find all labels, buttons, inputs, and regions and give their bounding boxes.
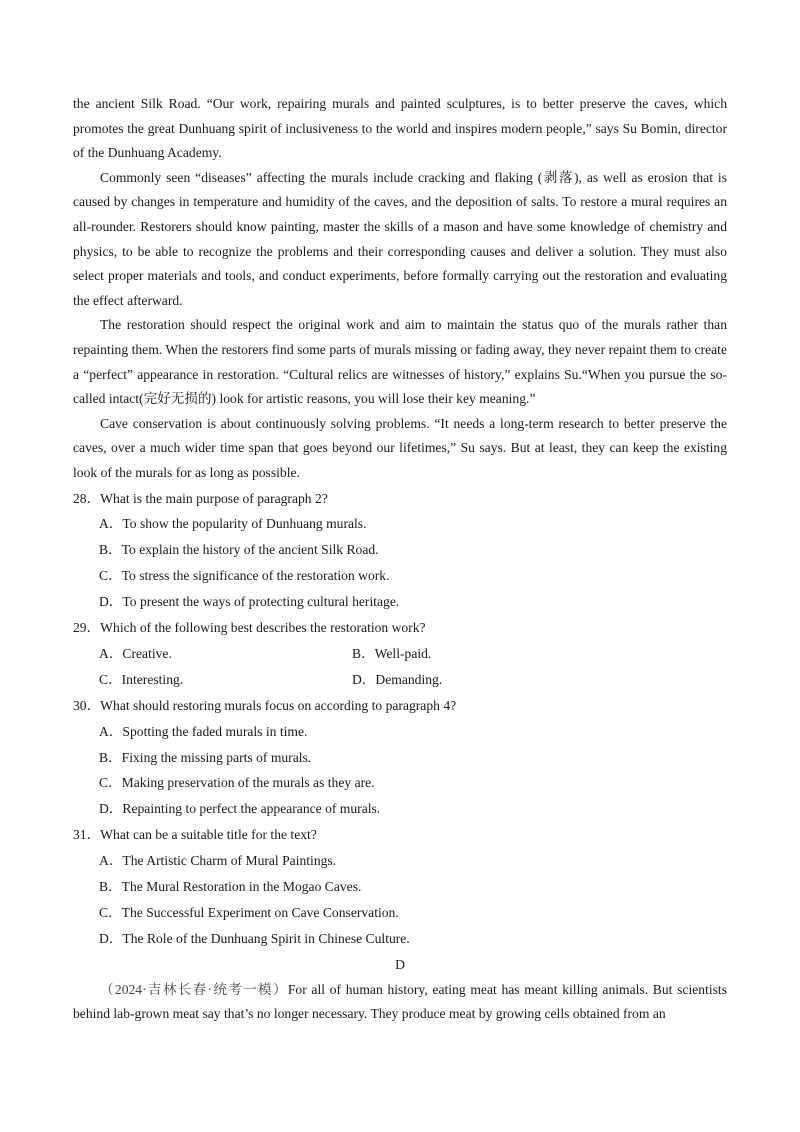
passage-paragraph-2: Commonly seen “diseases” affecting the murals include cracking and flaking (剥落), as well as erosion that is caused by changes in temperature and humidity of the caves, and the deposition of salts. To restore a mural requires an all-rounder. Restorers should know painting, master the skills of a mason and have some knowledge of chemistry and physics, to be able to recognize the problems and their corresponding causes and deliver a solution. They must also select proper materials and tools, and conduct experiments, before formally carrying out the restoration and evaluating the effect afterward.	[73, 169, 727, 308]
question-29	[73, 615, 727, 693]
option-d: D．To present the ways of protecting cultural heritage.	[99, 594, 400, 610]
question-stem: 30．What should restoring murals focus on according to paragraph 4?	[73, 697, 457, 713]
question-30	[73, 693, 727, 823]
option-c: C．The Successful Experiment on Cave Conservation.	[99, 905, 399, 920]
option-a: A．Creative.	[99, 645, 172, 661]
option-b: B．Well-paid.	[352, 645, 432, 661]
option-b: B．Fixing the missing parts of murals.	[99, 749, 312, 765]
question-stem: 29．Which of the following best describes the restoration work?	[73, 620, 426, 636]
option-d: D．Repainting to perfect the appearance of murals.	[99, 801, 381, 817]
next-passage-intro	[73, 978, 727, 1027]
document-page	[73, 92, 727, 1027]
option-row	[99, 667, 727, 693]
option-a: A．Spotting the faded murals in time.	[99, 723, 308, 739]
option-row	[99, 641, 727, 667]
option-d: D．The Role of the Dunhuang Spirit in Chinese Culture.	[99, 930, 410, 946]
passage-paragraph-4: Cave conservation is about continuously solving problems. “It needs a long-term research to better preserve the caves, over a much wider time span that goes beyond our lifetimes,” Su says. But at least, they can keep the existing look of the murals for as long as possible.	[73, 415, 727, 480]
question-stem: 28．What is the main purpose of paragraph 2?	[73, 490, 328, 506]
option-a: A．To show the popularity of Dunhuang murals.	[99, 516, 367, 532]
question-31	[73, 822, 727, 952]
source-label: （2024·吉林长春·统考一模）	[100, 981, 288, 997]
option-a: A．The Artistic Charm of Mural Paintings.	[99, 853, 337, 869]
option-b: B．To explain the history of the ancient Silk Road.	[99, 542, 379, 558]
option-b: B．The Mural Restoration in the Mogao Caves.	[99, 879, 362, 895]
option-c: C．Interesting.	[99, 671, 184, 687]
option-d: D．Demanding.	[352, 671, 443, 687]
option-c: C．To stress the significance of the restoration work.	[99, 568, 390, 584]
option-c: C．Making preservation of the murals as they are.	[99, 775, 375, 791]
section-heading: D	[395, 956, 405, 972]
question-stem: 31．What can be a suitable title for the text?	[73, 827, 317, 843]
question-28	[73, 486, 727, 616]
passage-paragraph-1: the ancient Silk Road. “Our work, repairing murals and painted sculptures, is to better preserve the caves, which promotes the great Dunhuang spirit of inclusiveness to the world and inspires modern people,” says Su Bomin, director of the Dunhuang Academy.	[73, 96, 727, 161]
next-passage-text: For all of human history, eating meat has meant killing animals. But scientists behind lab-grown meat say that’s no longer necessary. They produce meat by growing cells obtained from an	[73, 981, 727, 1022]
passage-paragraph-3: The restoration should respect the original work and aim to maintain the status quo of the murals rather than repainting them. When the restorers find some parts of murals missing or fading away, they never repaint them to create a “perfect” appearance in restoration. “Cultural relics are witnesses of history,” explains Su.“When you pursue the so-called intact(完好无损的) look for artistic reasons, you will lose their key meaning.”	[73, 317, 727, 407]
